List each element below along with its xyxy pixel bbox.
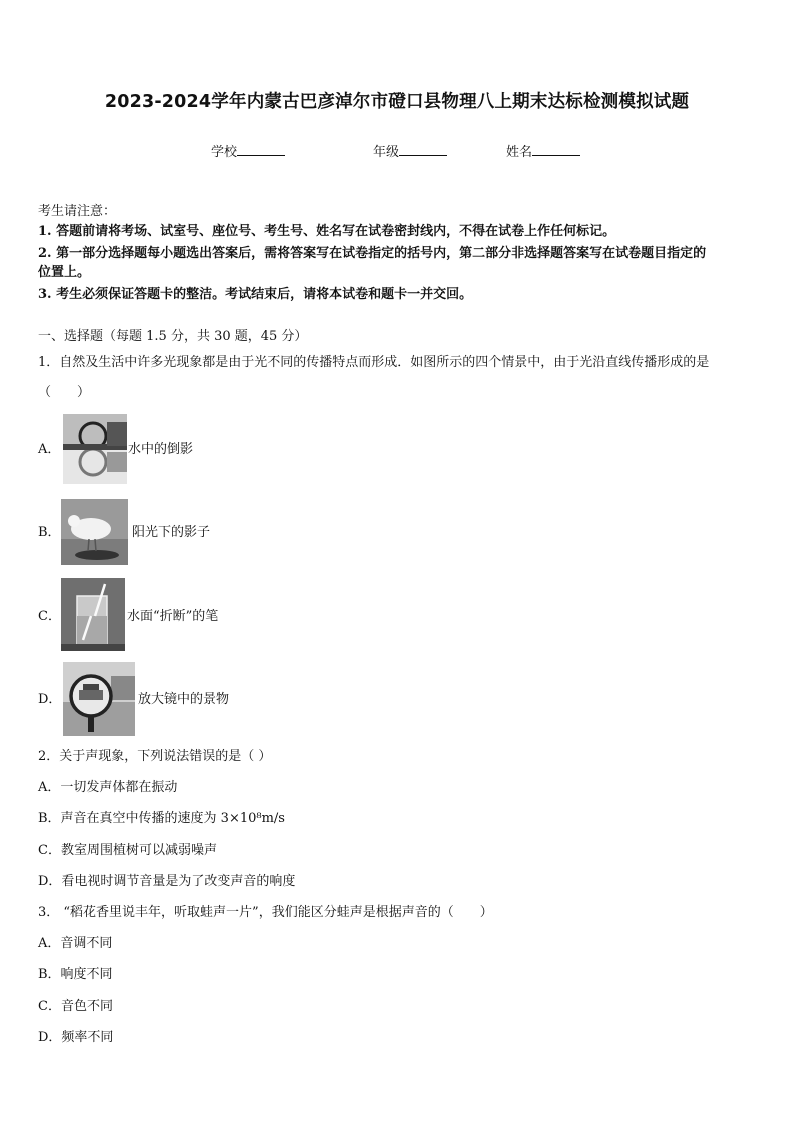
pencil-in-glass-photo bbox=[61, 578, 125, 651]
magnifier-photo bbox=[63, 662, 135, 736]
section-heading: 一、选择题（每题 1.5 分，共 30 题，45 分） bbox=[38, 329, 308, 344]
option-line: D．看电视时调节音量是为了改变声音的响度 bbox=[38, 874, 296, 889]
option-line: B．声音在真空中传播的速度为 3×10⁸m/s bbox=[38, 811, 285, 826]
question-2-stem: 2．关于声现象，下列说法错误的是（ ） bbox=[38, 749, 272, 764]
option-text: 阳光下的影子 bbox=[132, 525, 211, 540]
option-line: C．音色不同 bbox=[38, 999, 113, 1014]
page-title: 2023-2024学年内蒙古巴彦淖尔市磴口县物理八上期末达标检测模拟试题 bbox=[104, 92, 690, 112]
notice-item: 1. 答题前请将考场、试室号、座位号、考生号、姓名写在试卷密封线内，不得在试卷上作任何标记。 bbox=[38, 224, 616, 239]
notice-item: 位置上。 bbox=[38, 265, 91, 280]
option-line: A．一切发声体都在振动 bbox=[38, 780, 178, 795]
option-letter: D． bbox=[38, 692, 62, 707]
question-1-paren: （ ） bbox=[38, 385, 91, 400]
grade-field bbox=[373, 141, 447, 160]
question-3-stem: 3． “稻花香里说丰年，听取蛙声一片”，我们能区分蛙声是根据声音的（ ） bbox=[38, 905, 493, 920]
name-label: 姓名 bbox=[506, 145, 533, 160]
option-letter: C． bbox=[38, 609, 61, 624]
option-text: 放大镜中的景物 bbox=[138, 692, 230, 707]
notice-heading: 考生请注意： bbox=[38, 204, 117, 219]
option-line: C．教室周围植树可以减弱噪声 bbox=[38, 843, 217, 858]
option-line: B．响度不同 bbox=[38, 967, 113, 982]
name-blank bbox=[532, 143, 580, 156]
option-letter: B． bbox=[38, 525, 61, 540]
school-field bbox=[211, 141, 285, 160]
option-text: 水中的倒影 bbox=[128, 442, 194, 457]
option-line: D．频率不同 bbox=[38, 1030, 114, 1045]
school-blank bbox=[237, 143, 285, 156]
notice-item: 3. 考生必须保证答题卡的整洁。考试结束后，请将本试卷和题卡一并交回。 bbox=[38, 287, 473, 302]
notice-item: 2. 第一部分选择题每小题选出答案后，需将答案写在试卷指定的括号内，第二部分非选择题答案写在试卷题目指定的 bbox=[38, 246, 707, 261]
question-1-stem: 1．自然及生活中许多光现象都是由于光不同的传播特点而形成．如图所示的四个情景中，由于光沿直线传播形成的是 bbox=[38, 355, 710, 370]
option-line: A．音调不同 bbox=[38, 936, 113, 951]
option-text: 水面“折断”的笔 bbox=[127, 609, 219, 624]
dove-shadow-photo bbox=[61, 499, 128, 565]
grade-blank bbox=[399, 143, 447, 156]
school-label: 学校 bbox=[211, 145, 238, 160]
reflection-photo bbox=[63, 414, 127, 484]
option-letter: A． bbox=[38, 442, 61, 457]
grade-label: 年级 bbox=[373, 145, 400, 160]
name-field bbox=[506, 141, 580, 160]
